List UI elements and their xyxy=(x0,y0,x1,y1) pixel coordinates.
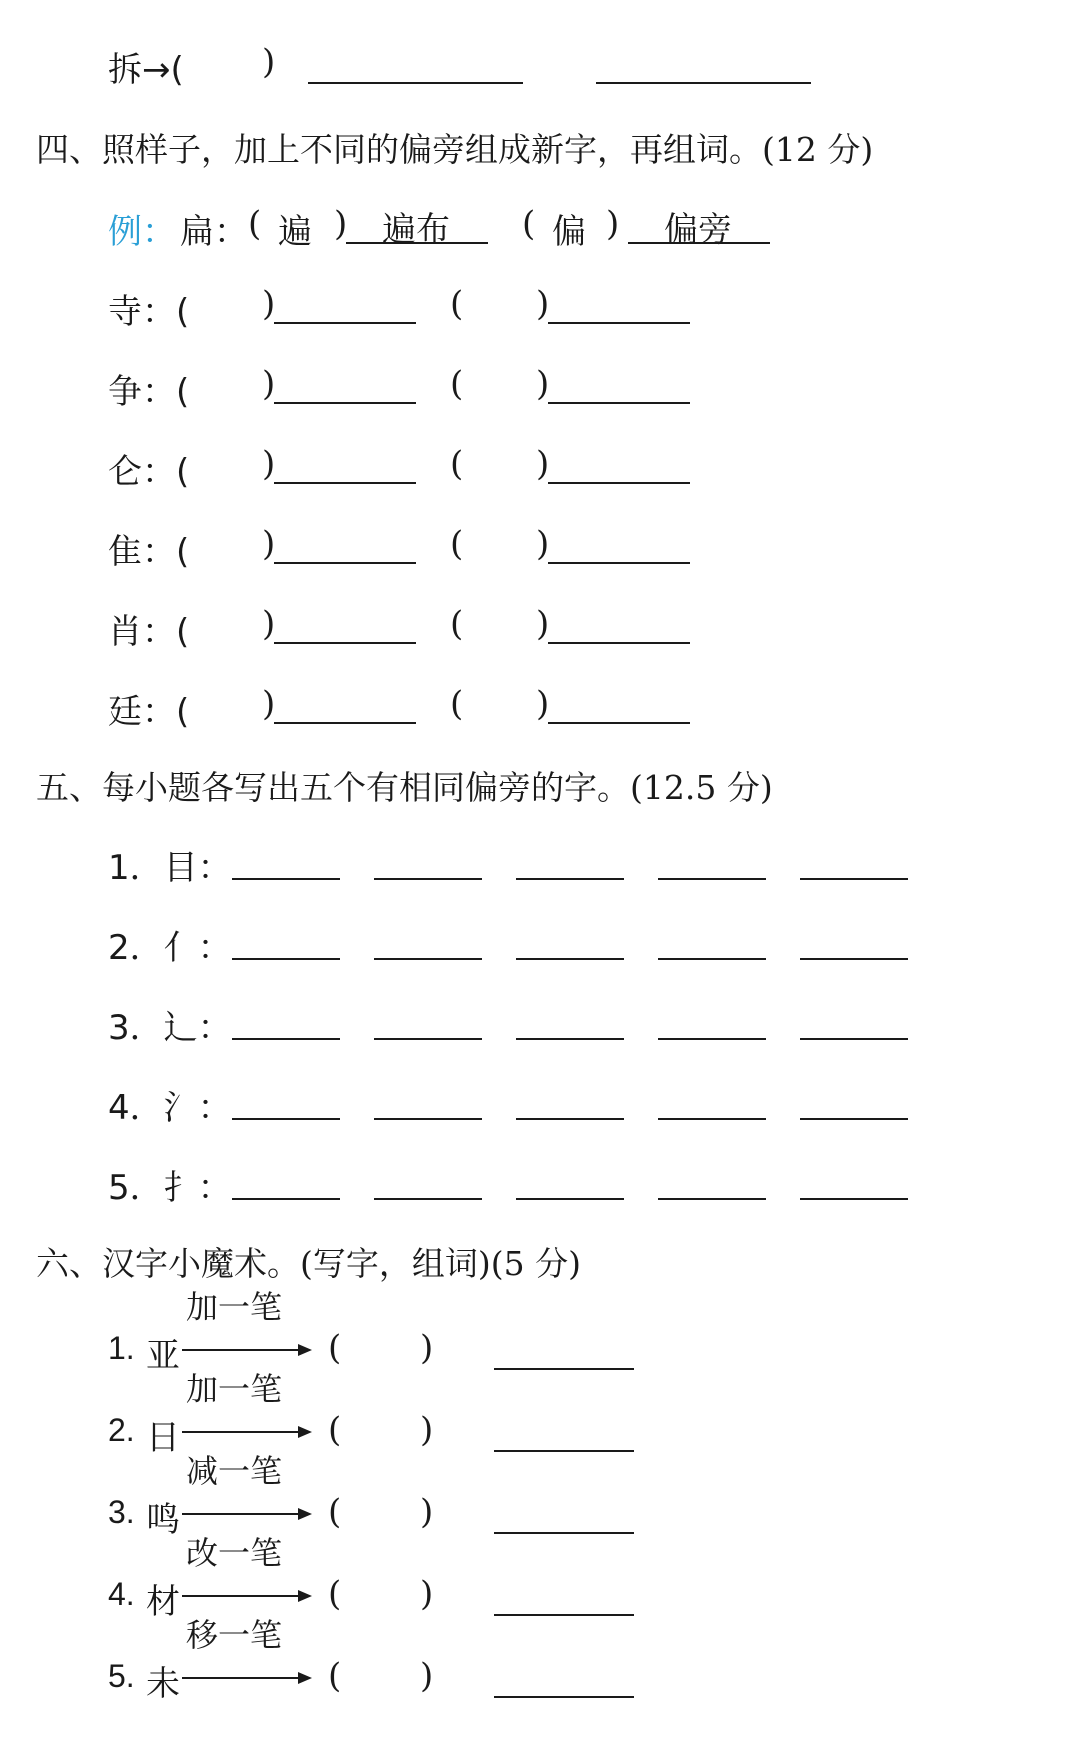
char-blank[interactable] xyxy=(516,958,624,960)
row-char: 隹：( xyxy=(108,532,190,572)
char-blank[interactable] xyxy=(658,878,766,880)
paren-close: ) xyxy=(420,1656,434,1696)
arrow-line xyxy=(182,1349,300,1351)
char-blank[interactable] xyxy=(232,1038,340,1040)
source-char: 亚 xyxy=(146,1336,180,1376)
operation-label: 加一笔 xyxy=(186,1288,283,1326)
source-char: 未 xyxy=(146,1664,180,1704)
operation-label: 加一笔 xyxy=(186,1370,283,1408)
char-blank[interactable] xyxy=(658,1118,766,1120)
paren-open: ( xyxy=(328,1410,342,1450)
word-blank[interactable] xyxy=(548,482,690,484)
paren-open: ( xyxy=(450,364,464,404)
char-blank[interactable] xyxy=(658,1198,766,1200)
word-blank[interactable] xyxy=(274,562,416,564)
word-blank[interactable] xyxy=(494,1368,634,1370)
paren-open: ( xyxy=(450,604,464,644)
char-blank[interactable] xyxy=(374,878,482,880)
item-number: 4. xyxy=(108,1576,135,1612)
example-word: 遍布 xyxy=(382,210,450,250)
char-blank[interactable] xyxy=(800,878,908,880)
example-char: 扁： xyxy=(180,212,248,252)
source-char: 日 xyxy=(146,1418,180,1458)
section5-title: 五、每小题各写出五个有相同偏旁的字。(12.5 分) xyxy=(36,768,773,807)
paren-close: ) xyxy=(262,524,276,564)
char-blank[interactable] xyxy=(800,1038,908,1040)
char-blank[interactable] xyxy=(374,1198,482,1200)
answer-blank[interactable] xyxy=(308,82,523,84)
word-blank[interactable] xyxy=(274,642,416,644)
char-blank[interactable] xyxy=(516,1038,624,1040)
word-blank[interactable] xyxy=(274,322,416,324)
paren-close: ) xyxy=(420,1492,434,1532)
item-number: 5. xyxy=(108,1658,135,1694)
char-blank[interactable] xyxy=(800,1118,908,1120)
paren-open: ( xyxy=(450,444,464,484)
char-blank[interactable] xyxy=(374,1118,482,1120)
paren-open: ( xyxy=(328,1492,342,1532)
word-blank[interactable] xyxy=(548,722,690,724)
paren-open: ( xyxy=(328,1656,342,1696)
paren-close: ) xyxy=(536,604,550,644)
row-char: 肖：( xyxy=(108,612,190,652)
operation-label: 改一笔 xyxy=(186,1534,283,1572)
paren-close: ) xyxy=(420,1410,434,1450)
arrow-line xyxy=(182,1595,300,1597)
radical-label: 2．亻： xyxy=(108,928,232,968)
row-char: 仑：( xyxy=(108,452,190,492)
row-char: 寺：( xyxy=(108,292,190,332)
char-blank[interactable] xyxy=(658,958,766,960)
paren-open: ( xyxy=(328,1328,342,1368)
arrow-right-icon xyxy=(298,1508,312,1520)
example-word: 偏旁 xyxy=(664,210,732,250)
item-number: 1. xyxy=(108,1330,135,1366)
paren-close: ) xyxy=(536,444,550,484)
paren-close: ) xyxy=(536,684,550,724)
word-blank[interactable] xyxy=(274,402,416,404)
row-char: 争：( xyxy=(108,372,190,412)
char-blank[interactable] xyxy=(800,1198,908,1200)
paren-open: ( xyxy=(450,524,464,564)
paren-close: ) xyxy=(420,1328,434,1368)
item-number: 3. xyxy=(108,1494,135,1530)
word-blank[interactable] xyxy=(494,1532,634,1534)
arrow-line xyxy=(182,1431,300,1433)
row-char: 廷：( xyxy=(108,692,190,732)
operation-label: 移一笔 xyxy=(186,1616,283,1654)
paren-close: ) xyxy=(606,204,620,244)
section4-title: 四、照样子，加上不同的偏旁组成新字，再组词。(12 分) xyxy=(36,130,874,169)
word-blank[interactable] xyxy=(274,722,416,724)
char-blank[interactable] xyxy=(516,1118,624,1120)
paren-close: ) xyxy=(334,204,348,244)
example-new-char: 遍 xyxy=(278,212,312,252)
arrow-right-icon xyxy=(298,1590,312,1602)
char-blank[interactable] xyxy=(232,958,340,960)
char-blank[interactable] xyxy=(374,1038,482,1040)
paren-open: ( xyxy=(328,1574,342,1614)
paren-open: ( xyxy=(522,204,536,244)
radical-label: 5．扌： xyxy=(108,1168,232,1208)
example-label: 例： xyxy=(108,212,176,252)
word-blank[interactable] xyxy=(548,322,690,324)
char-blank[interactable] xyxy=(516,1198,624,1200)
paren-open: ( xyxy=(450,684,464,724)
paren-open: ( xyxy=(248,204,262,244)
paren-open: ( xyxy=(450,284,464,324)
word-blank[interactable] xyxy=(548,402,690,404)
arrow-line xyxy=(182,1677,300,1679)
word-blank[interactable] xyxy=(494,1696,634,1698)
answer-blank[interactable] xyxy=(596,82,811,84)
paren-close: ) xyxy=(536,284,550,324)
paren-close: ) xyxy=(420,1574,434,1614)
radical-label: 3．辶： xyxy=(108,1008,232,1048)
item-number: 2. xyxy=(108,1412,135,1448)
word-blank[interactable] xyxy=(274,482,416,484)
word-blank[interactable] xyxy=(548,642,690,644)
source-char: 材 xyxy=(146,1582,180,1622)
char-blank[interactable] xyxy=(232,878,340,880)
paren-close: ) xyxy=(262,364,276,404)
char-blank[interactable] xyxy=(232,1198,340,1200)
char-blank[interactable] xyxy=(800,958,908,960)
arrow-right-icon xyxy=(298,1672,312,1684)
char-blank[interactable] xyxy=(232,1118,340,1120)
top-row-char: 拆→( xyxy=(108,50,184,90)
paren-close: ) xyxy=(536,524,550,564)
char-blank[interactable] xyxy=(374,958,482,960)
char-blank[interactable] xyxy=(516,878,624,880)
operation-label: 减一笔 xyxy=(186,1452,283,1490)
example-new-char: 偏 xyxy=(552,212,586,252)
arrow-line xyxy=(182,1513,300,1515)
arrow-right-icon xyxy=(298,1344,312,1356)
char-blank[interactable] xyxy=(658,1038,766,1040)
paren-close: ) xyxy=(262,444,276,484)
arrow-right-icon xyxy=(298,1426,312,1438)
word-blank[interactable] xyxy=(494,1614,634,1616)
paren-close: ) xyxy=(262,604,276,644)
section6-title: 六、汉字小魔术。(写字，组词)(5 分) xyxy=(36,1244,581,1283)
radical-label: 1．目： xyxy=(108,848,232,888)
source-char: 鸣 xyxy=(146,1500,180,1540)
radical-label: 4．氵： xyxy=(108,1088,232,1128)
top-row-close: ) xyxy=(262,42,276,82)
paren-close: ) xyxy=(262,684,276,724)
word-blank[interactable] xyxy=(548,562,690,564)
word-blank[interactable] xyxy=(494,1450,634,1452)
paren-close: ) xyxy=(536,364,550,404)
paren-close: ) xyxy=(262,284,276,324)
